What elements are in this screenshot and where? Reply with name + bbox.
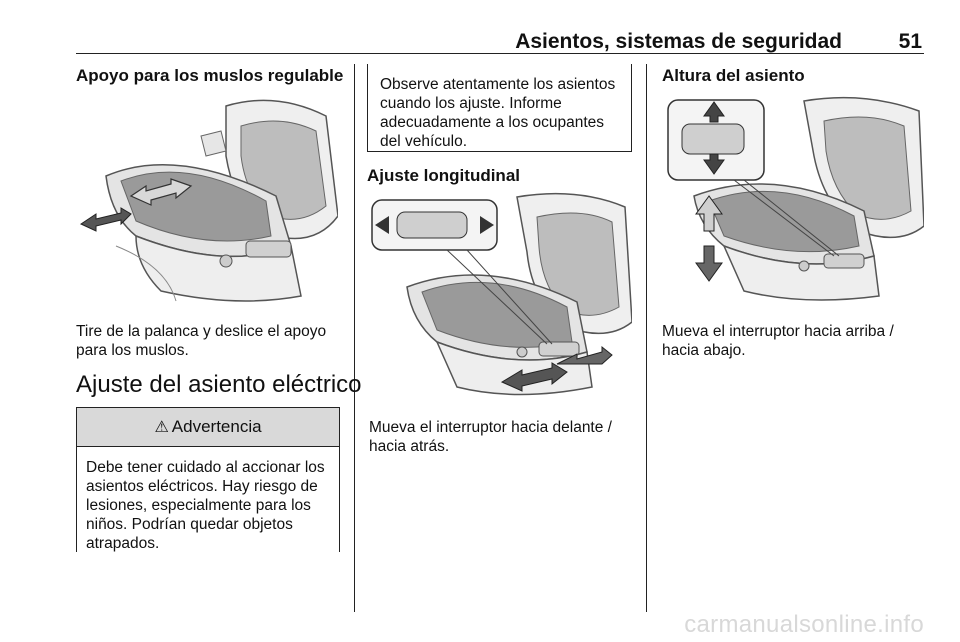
thigh-support-caption: Tire de la palanca y deslice el apoyo para los muslos.: [76, 323, 327, 359]
watermark: carmanualsonline.info: [684, 611, 924, 638]
warning-text: Debe tener cuidado al accionar los asientos eléctricos. Hay riesgo de lesiones, especialmente para los niños. Podrían quedar objetos atrapados.: [86, 459, 325, 552]
warning-triangle-icon: ⚠: [154, 419, 169, 436]
header-rule: [76, 53, 924, 54]
thigh-support-illustration: [76, 96, 338, 308]
running-header-title: Asientos, sistemas de seguridad: [515, 30, 842, 53]
longitudinal-adjust-illustration: [367, 192, 632, 404]
seat-height-heading: Altura del asiento: [662, 66, 805, 85]
column-divider-2: [646, 64, 647, 612]
warning-header: [76, 407, 340, 447]
note-text: Observe atentamente los asientos cuando los ajuste. Informe adecuadamente a los ocupantes del vehículo.: [380, 76, 616, 150]
electric-seat-heading: Ajuste del asiento eléctrico: [76, 371, 362, 398]
page-number: 51: [898, 30, 922, 53]
longitudinal-adjust-heading: Ajuste longitudinal: [367, 166, 520, 185]
thigh-support-heading: Apoyo para los muslos regulable: [76, 66, 344, 85]
seat-height-caption: Mueva el interruptor hacia arriba / hacia abajo.: [662, 323, 894, 359]
warning-title: Advertencia: [171, 417, 262, 436]
seat-height-illustration: [664, 96, 924, 308]
column-divider-1: [354, 64, 355, 612]
longitudinal-adjust-caption: Mueva el interruptor hacia delante / hacia atrás.: [369, 419, 612, 455]
